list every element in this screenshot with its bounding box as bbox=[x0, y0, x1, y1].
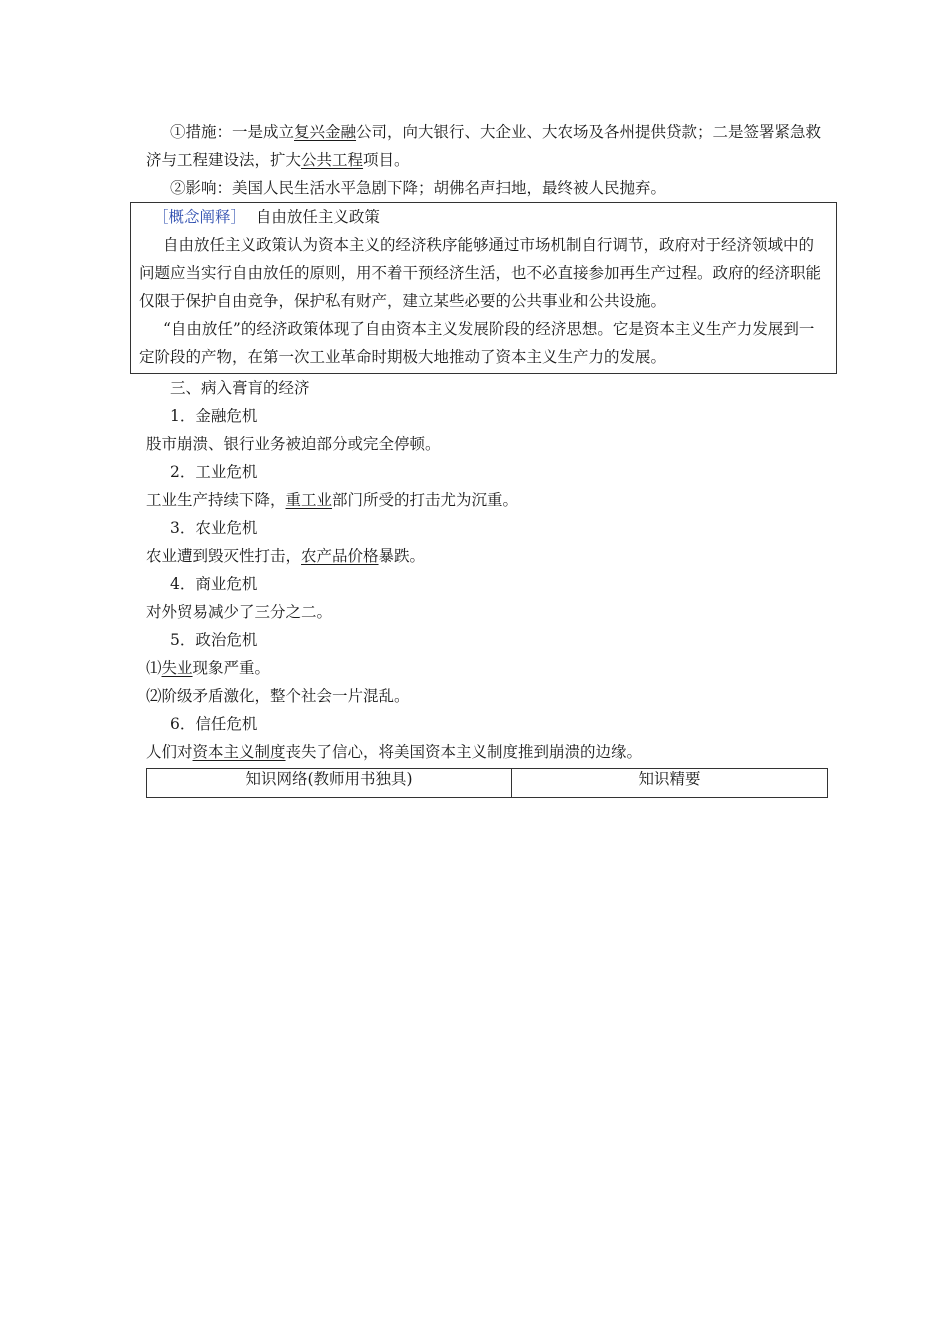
item-text bbox=[146, 598, 836, 626]
document-page bbox=[139, 118, 836, 798]
item-text bbox=[146, 654, 836, 682]
text: 丧失了信心，将美国资本主义制度推到崩溃的边缘。 bbox=[285, 743, 643, 761]
impact-paragraph: ②影响：美国人民生活水平急剧下降；胡佛名声扫地，最终被人民抛弃。 bbox=[170, 179, 667, 197]
concept-heading bbox=[139, 203, 828, 231]
item-heading: 5．政治危机 bbox=[170, 631, 258, 649]
item-heading: 1．金融危机 bbox=[170, 407, 258, 425]
item-text: ⑵阶级矛盾激化，整个社会一片混乱。 bbox=[146, 687, 410, 705]
underlined-term: 重工业 bbox=[285, 491, 333, 509]
text: 人们对 bbox=[146, 743, 193, 761]
text: 暴跌。 bbox=[378, 547, 426, 565]
item-heading: 4．商业危机 bbox=[170, 575, 258, 593]
text: 项目。 bbox=[363, 151, 410, 169]
text: 股市崩溃、银行业务被迫部分或完全停顿。 bbox=[146, 435, 441, 453]
item-text bbox=[146, 486, 836, 514]
item-heading: 6．信任危机 bbox=[170, 715, 258, 733]
concept-paragraph-2: “自由放任”的经济政策体现了自由资本主义发展阶段的经济思想。它是资本主义生产力发展到一定阶段的产物，在第一次工业革命时期极大地推动了资本主义生产力的发展。 bbox=[139, 320, 815, 366]
underlined-term: 资本主义制度 bbox=[192, 743, 286, 761]
knowledge-essentials-cell: 知识精要 bbox=[512, 769, 828, 798]
text: ①措施：一是成立 bbox=[170, 123, 295, 141]
text: 农业遭到毁灭性打击， bbox=[146, 547, 302, 565]
text: 公司，向大银行、大企业、大农场及各州提供贷款；二是签署紧急救济与工程建设法，扩大 bbox=[146, 123, 822, 169]
concept-box bbox=[130, 202, 837, 374]
underlined-term: 复兴金融 bbox=[294, 123, 357, 141]
concept-paragraph-1: 自由放任主义政策认为资本主义的经济秩序能够通过市场机制自行调节，政府对于经济领域中的问题应当实行自由放任的原则，用不着干预经济生活，也不必直接参加再生产过程。政府的经济职能仅限于保护自由竞争，保护私有财产，建立某些必要的公共事业和公共设施。 bbox=[139, 236, 822, 310]
table-row bbox=[147, 769, 828, 798]
text: ⑴ bbox=[146, 659, 162, 677]
knowledge-network-cell: 知识网络(教师用书独具) bbox=[147, 769, 512, 798]
underlined-term: 失业 bbox=[161, 659, 193, 677]
item-text bbox=[146, 542, 836, 570]
underlined-term: 农产品价格 bbox=[301, 547, 379, 565]
section-heading: 三、病入膏肓的经济 bbox=[170, 379, 310, 397]
item-heading: 2．工业危机 bbox=[170, 463, 258, 481]
concept-tag: ［概念阐释］ bbox=[153, 208, 247, 226]
text: 对外贸易减少了三分之二。 bbox=[146, 603, 333, 621]
item-text bbox=[146, 430, 836, 458]
underlined-term: 公共工程 bbox=[301, 151, 364, 169]
measures-paragraph bbox=[146, 118, 836, 174]
item-text bbox=[146, 738, 836, 766]
item-heading: 3．农业危机 bbox=[170, 519, 258, 537]
text: 现象严重。 bbox=[192, 659, 271, 677]
knowledge-table bbox=[146, 768, 828, 798]
text: 工业生产持续下降， bbox=[146, 491, 286, 509]
concept-title: 自由放任主义政策 bbox=[255, 208, 380, 226]
text: 部门所受的打击尤为沉重。 bbox=[332, 491, 519, 509]
